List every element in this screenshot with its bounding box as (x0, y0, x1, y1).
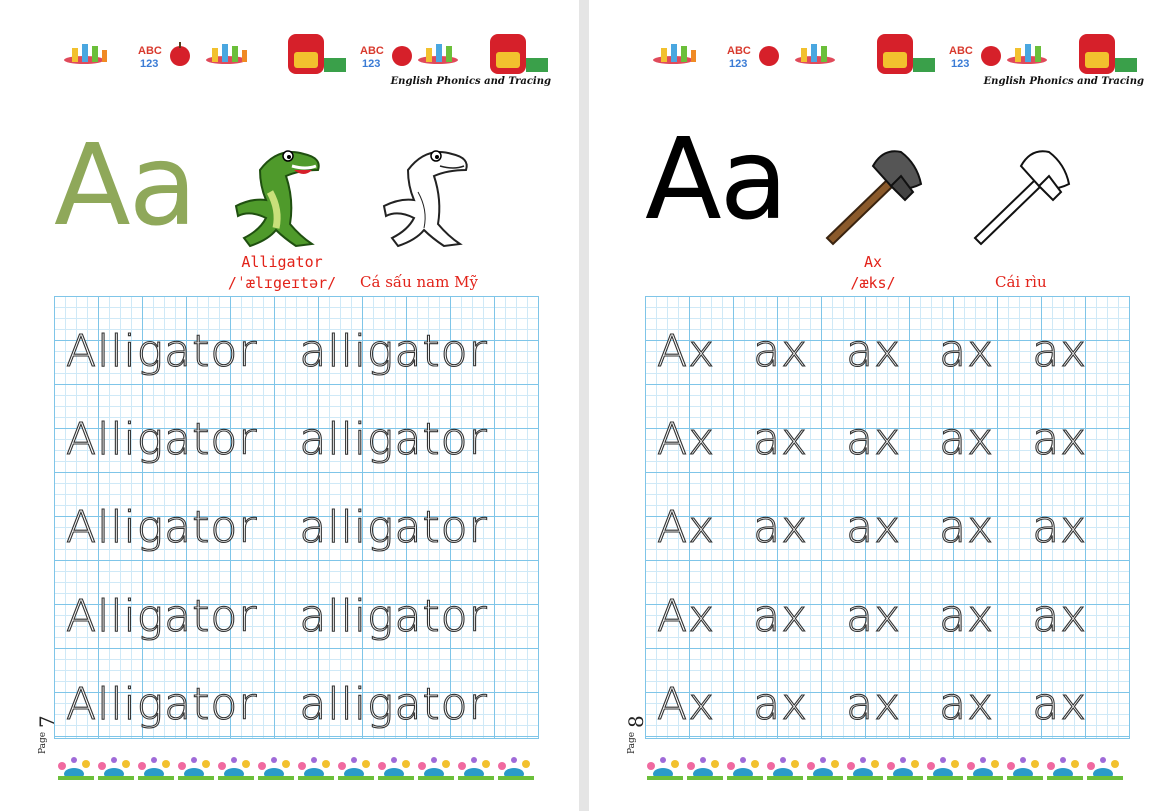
abc-123-apple-icon (360, 45, 412, 70)
trace-row[interactable]: Alligator alligator (66, 414, 488, 465)
abc-123-apple-icon (727, 45, 779, 70)
ipa-text: /æks/ (850, 274, 896, 292)
tracing-grid[interactable] (645, 296, 1130, 739)
flower-border-icon (643, 754, 1129, 782)
page-number (16, 715, 59, 756)
header-title: English Phonics and Tracing (390, 76, 551, 87)
pencils-icon (64, 44, 107, 64)
alligator-color-picture (230, 140, 326, 252)
svg-text:ABC: ABC (727, 45, 751, 57)
svg-text:ABC: ABC (138, 45, 162, 57)
word-text: Alligator (241, 253, 323, 271)
page-number (605, 715, 648, 756)
word-text: Ax (863, 253, 883, 271)
school-supplies-header (62, 30, 556, 78)
page-number-value: 7 (35, 715, 59, 728)
svg-text:123: 123 (951, 58, 970, 70)
trace-row[interactable]: Ax ax ax ax ax (657, 591, 1088, 642)
school-backpack-icon (1079, 34, 1137, 74)
meaning-text: Cái rìu (995, 273, 1047, 291)
tracing-grid[interactable] (54, 296, 539, 739)
trace-row[interactable]: Alligator alligator (66, 502, 488, 553)
axe-color-picture (821, 146, 925, 246)
school-backpack-icon (288, 34, 346, 74)
abc-123-apple-icon (949, 45, 1001, 70)
pencils-icon (795, 44, 835, 64)
page-8 (589, 0, 1162, 811)
big-letter: Aa (54, 121, 196, 251)
big-letter: Aa (645, 115, 787, 245)
svg-text:123: 123 (729, 58, 748, 70)
svg-text:ABC: ABC (360, 45, 384, 57)
trace-row[interactable]: Alligator alligator (66, 679, 488, 730)
svg-text:ABC: ABC (949, 45, 973, 57)
trace-row[interactable]: Ax ax ax ax ax (657, 502, 1088, 553)
page-label: Page (38, 731, 48, 754)
pencils-icon (653, 44, 696, 64)
school-backpack-icon (490, 34, 548, 74)
abc-123-apple-icon (138, 42, 190, 70)
meaning-text: Cá sấu nam Mỹ (360, 273, 478, 291)
ipa-text: /ˈælɪgeɪtər/ (227, 274, 337, 292)
pencils-icon (418, 44, 458, 64)
word-label (226, 252, 338, 294)
trace-row[interactable]: Ax ax ax ax ax (657, 679, 1088, 730)
page-label: Page (627, 731, 637, 754)
page-7 (0, 0, 579, 811)
svg-text:123: 123 (362, 58, 381, 70)
trace-row[interactable]: Ax ax ax ax ax (657, 326, 1088, 377)
pencils-icon (1007, 44, 1047, 64)
school-supplies-header (651, 30, 1145, 78)
school-backpack-icon (877, 34, 935, 74)
trace-row[interactable]: Alligator alligator (66, 591, 488, 642)
pencils-icon (206, 44, 247, 64)
word-label (829, 252, 917, 294)
axe-outline-picture (969, 146, 1073, 246)
header-title: English Phonics and Tracing (983, 76, 1144, 87)
svg-text:123: 123 (140, 58, 159, 70)
page-number-value: 8 (624, 715, 648, 728)
flower-border-icon (54, 754, 540, 782)
alligator-outline-picture (376, 140, 476, 252)
trace-row[interactable]: Alligator alligator (66, 326, 488, 377)
trace-row[interactable]: Ax ax ax ax ax (657, 414, 1088, 465)
